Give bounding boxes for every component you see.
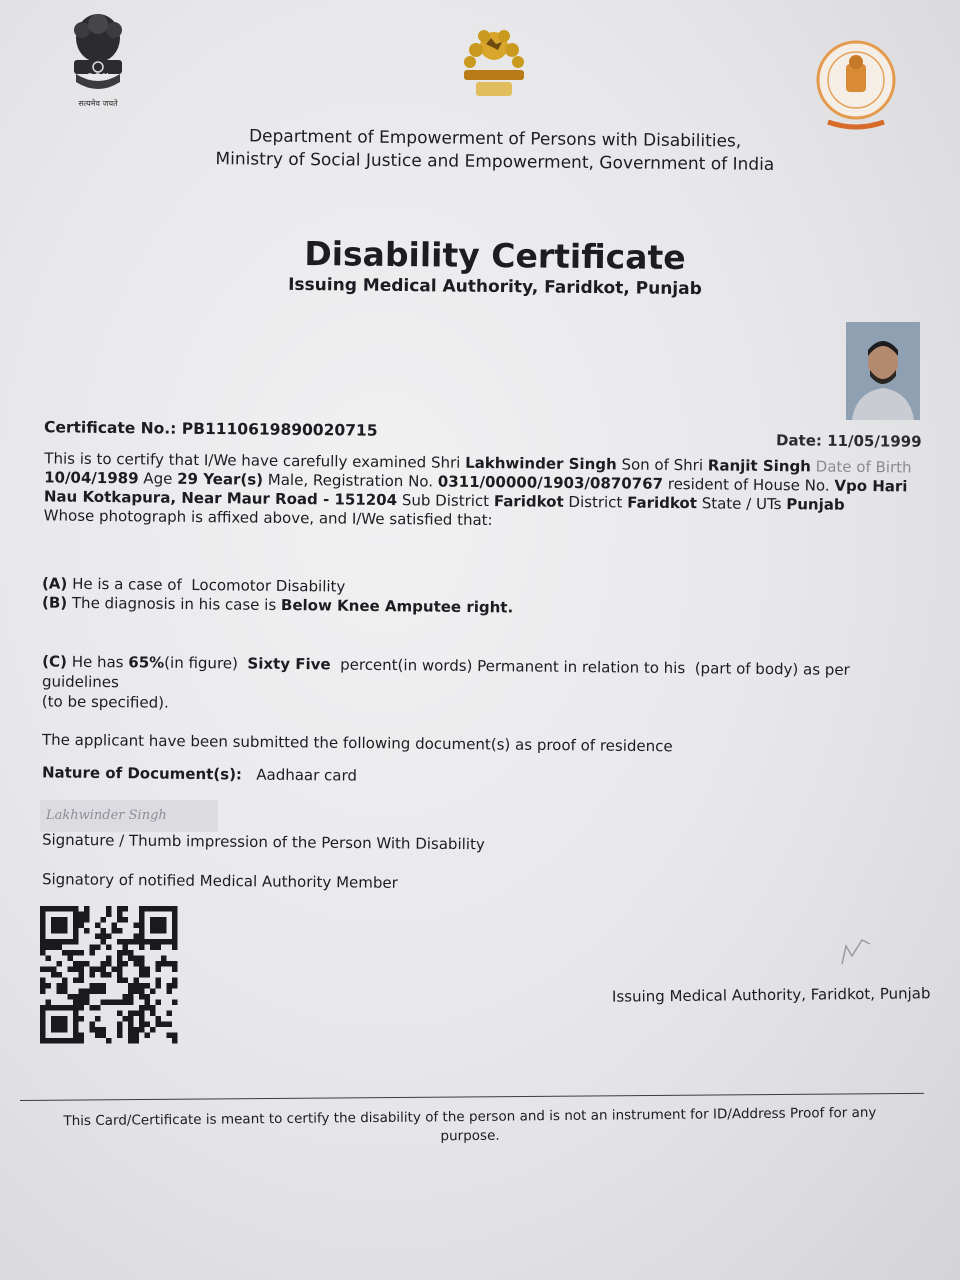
certification-paragraph xyxy=(44,449,925,534)
person-signature-label: Signature / Thumb impression of the Person With Disability xyxy=(41,830,485,854)
disclaimer-line1: This Card/Certificate is meant to certify the disability of the person and is not an instrument for ID/Address Proof for any xyxy=(63,1104,877,1130)
intro-text: This is to certify that I/We have carefully examined Shri xyxy=(44,449,461,472)
address-value: Vpo Hari Nau Kotkapura, Near Maur Road - 151204 xyxy=(43,476,908,510)
department-line2: Ministry of Social Justice and Empowerment, Government of India xyxy=(215,149,775,175)
clause-b-text: The diagnosis in his case is xyxy=(71,593,277,614)
district-label: District xyxy=(568,492,623,512)
issuer-label: Issuing Medical Authority, Faridkot, Punjab xyxy=(611,984,931,1006)
clause-c-text5: (to be specified). xyxy=(41,692,169,712)
state-value: Punjab xyxy=(786,495,845,514)
nature-value: Aadhaar card xyxy=(256,765,358,785)
emblem-caption: सत्यमेव जयते xyxy=(78,99,118,108)
clause-a-text: He is a case of xyxy=(72,574,182,594)
documents-intro: The applicant have been submitted the following document(s) as proof of residence xyxy=(41,730,673,756)
accessible-india-logo xyxy=(446,24,542,104)
certificate-number-label: Certificate No.: xyxy=(43,418,177,438)
subdistrict-label: Sub District xyxy=(401,491,490,511)
disclaimer-line2: purpose. xyxy=(440,1127,500,1145)
clause-c-text1: He has xyxy=(71,652,124,672)
clause-c-percent: 65% xyxy=(128,653,165,672)
nature-of-document xyxy=(42,763,357,784)
signature-text: Lakhwinder Singh xyxy=(46,808,167,823)
footer-divider xyxy=(20,1093,924,1101)
clause-b-label: (B) xyxy=(41,593,68,612)
issue-date xyxy=(776,431,922,451)
state-label: State / UTs xyxy=(701,494,782,514)
certificate-number-value: PB1110619890020715 xyxy=(181,419,378,440)
department-line1: Department of Empowerment of Persons with Disabilities, xyxy=(248,126,742,152)
age-value: 29 Year(s) xyxy=(177,469,264,489)
state-seal xyxy=(814,36,898,136)
registration-number: 0311/00000/1903/0870767 xyxy=(437,472,664,493)
nature-label: Nature of Document(s): xyxy=(41,763,243,784)
age-label: Age xyxy=(143,469,173,488)
authority-signature-label: Signatory of notified Medical Authority Member xyxy=(41,870,398,892)
resident-label: resident of House No. xyxy=(667,474,830,495)
person-name: Lakhwinder Singh xyxy=(465,453,617,474)
handwritten-signature xyxy=(40,800,218,832)
father-name: Ranjit Singh xyxy=(707,456,812,476)
clause-a-value: Locomotor Disability xyxy=(191,575,346,596)
clause-c xyxy=(42,651,923,720)
subdistrict-value: Faridkot xyxy=(493,492,564,511)
department-heading xyxy=(150,124,840,177)
photo-line: Whose photograph is affixed above, and I/We satisfied that: xyxy=(43,506,493,530)
svg-text:G O M: G O M xyxy=(87,72,109,80)
applicant-photo xyxy=(846,322,920,420)
clause-c-words: Sixty Five xyxy=(247,654,331,674)
dob-label: Date of Birth xyxy=(815,457,912,477)
authority-mark xyxy=(832,932,882,972)
certificate-title: Disability Certificate xyxy=(304,234,686,277)
clause-a-label: (A) xyxy=(41,574,68,593)
certificate-subtitle: Issuing Medical Authority, Faridkot, Punjab xyxy=(288,274,702,300)
certificate-number xyxy=(44,418,378,439)
district-value: Faridkot xyxy=(627,493,698,513)
clause-c-text3: percent(in words) Permanent in relation to his xyxy=(340,655,686,678)
dob-value: 10/04/1989 xyxy=(44,468,139,488)
date-label: Date: xyxy=(775,431,823,450)
qr-code xyxy=(40,906,182,1044)
date-value: 11/05/1999 xyxy=(827,431,922,451)
gender-registration-label: Male, Registration No. xyxy=(267,470,434,491)
disclaimer xyxy=(60,1104,880,1151)
clause-c-label: (C) xyxy=(42,652,68,671)
national-emblem xyxy=(62,8,134,112)
clause-a xyxy=(42,574,346,595)
clause-c-text2: (in figure) xyxy=(164,653,239,673)
clause-b xyxy=(42,594,513,617)
son-of-label: Son of Shri xyxy=(621,455,704,475)
clause-b-value: Below Knee Amputee right. xyxy=(280,596,514,617)
clause-c-text4: (part of body) as per guidelines xyxy=(41,659,850,692)
